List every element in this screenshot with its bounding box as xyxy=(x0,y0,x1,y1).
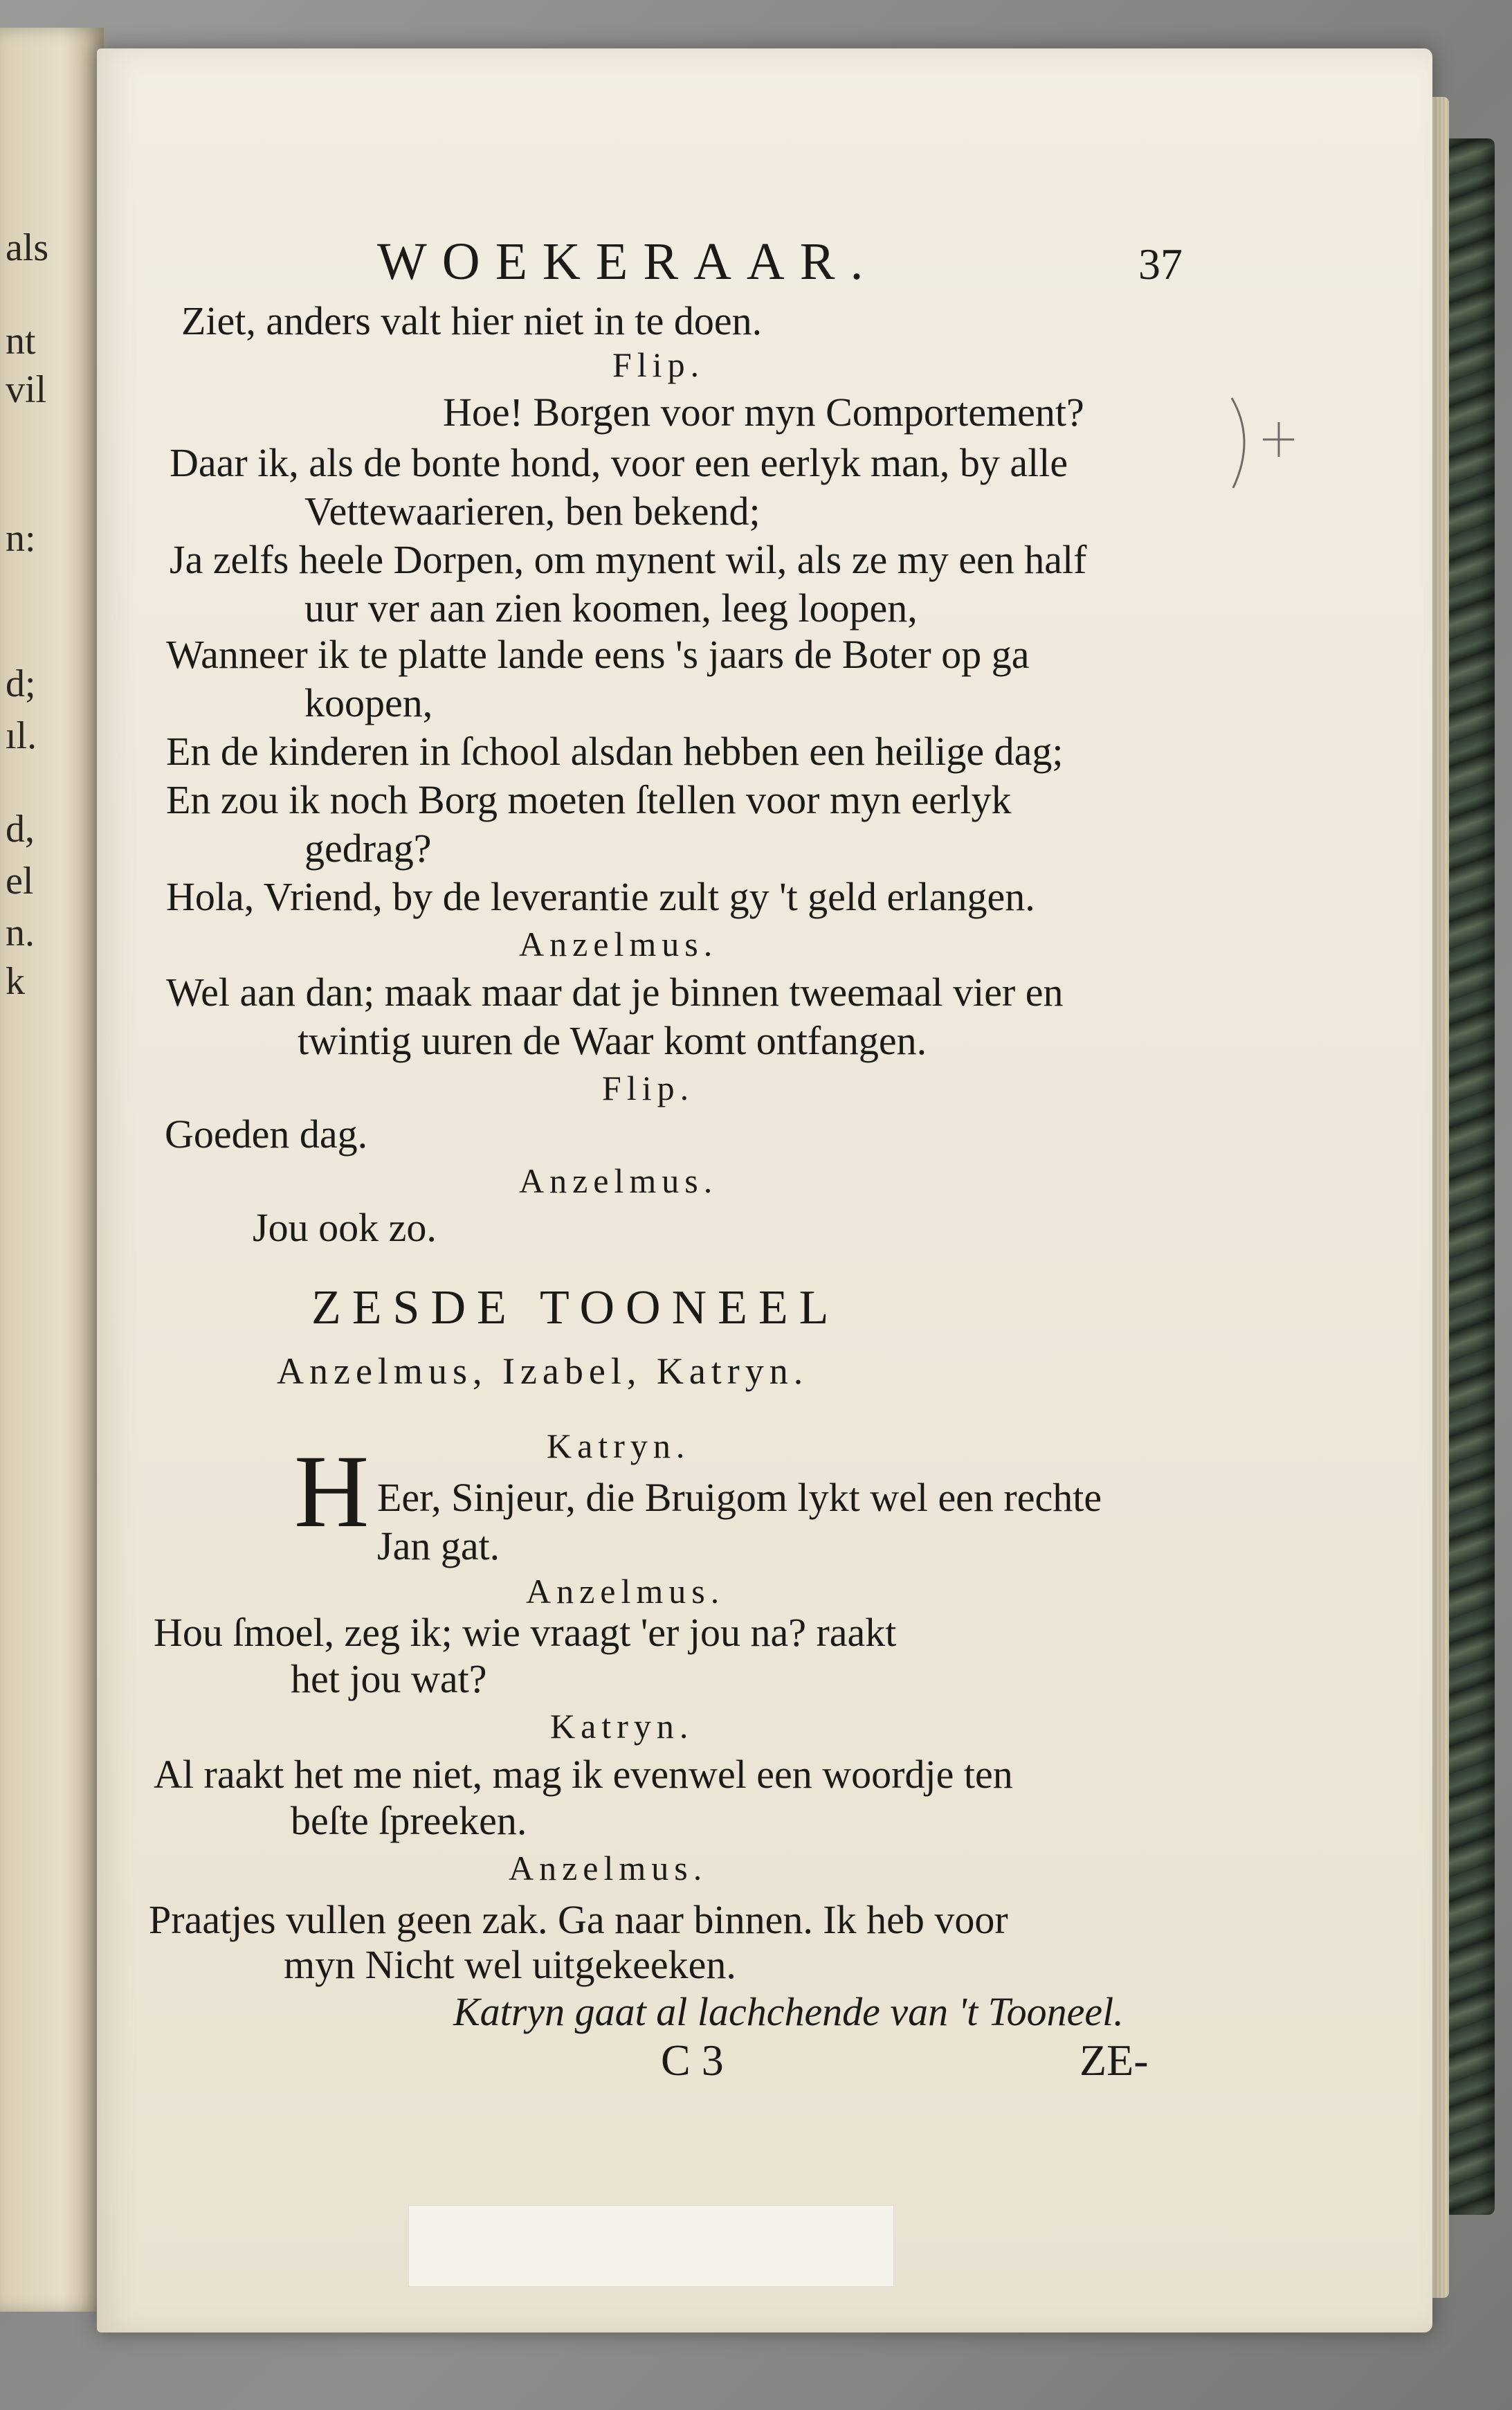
text-line: Hoe! Borgen voor myn Comportement? xyxy=(443,390,1084,435)
left-fragment: el xyxy=(6,860,34,903)
text-line: gedrag? xyxy=(304,826,432,871)
text-line: Daar ik, als de bonte hond, voor een eerlyk man, by alle xyxy=(170,440,1068,485)
drop-cap: H xyxy=(294,1434,370,1549)
scene-title: ZESDE TOONEEL xyxy=(311,1281,840,1334)
stage-direction: Katryn gaat al lachchende van 't Tooneel. xyxy=(453,1989,1124,2034)
text-line: Hola, Vriend, by de leverantie zult gy 't geld erlangen. xyxy=(166,874,1035,919)
speaker-name: Anzelmus. xyxy=(526,1572,725,1611)
text-line: koopen, xyxy=(304,680,433,725)
page-number: 37 xyxy=(1138,239,1183,289)
text-line: twintig uuren de Waar komt ontfangen. xyxy=(298,1018,927,1063)
text-line: beſte ſpreeken. xyxy=(291,1798,527,1843)
pencil-annotation xyxy=(1225,391,1301,495)
text-line: En de kinderen in ſchool alsdan hebben een heilige dag; xyxy=(166,729,1064,774)
left-fragment: vil xyxy=(6,368,47,411)
text-line: myn Nicht wel uitgekeeken. xyxy=(284,1942,736,1987)
text-line: Jou ook zo. xyxy=(253,1205,437,1250)
left-fragment: n: xyxy=(6,517,36,560)
catchword: ZE- xyxy=(1080,2036,1149,2085)
speaker-name: Anzelmus. xyxy=(519,925,718,963)
text-line: uur ver aan zien koomen, leeg loopen, xyxy=(304,586,918,631)
left-fragment: d; xyxy=(6,662,36,705)
text-line: Vettewaarieren, ben bekend; xyxy=(304,489,760,534)
speaker-name: Katryn. xyxy=(550,1707,694,1746)
left-fragment: nt xyxy=(6,320,36,363)
text-line: Eer, Sinjeur, die Bruigom lykt wel een rechte xyxy=(377,1475,1102,1520)
text-line: Ja zelfs heele Dorpen, om mynent wil, als ze my een half xyxy=(170,537,1087,582)
speaker-name: Flip. xyxy=(602,1069,695,1107)
text-line: Goeden dag. xyxy=(165,1112,368,1157)
left-fragment: k xyxy=(6,960,25,1003)
speaker-name: Anzelmus. xyxy=(509,1849,708,1887)
left-page xyxy=(0,28,104,2312)
left-fragment: als xyxy=(6,226,49,269)
text-line: het jou wat? xyxy=(291,1656,487,1701)
left-fragment: d, xyxy=(6,808,35,851)
text-line: Wanneer ik te platte lande eens 's jaars de Boter op ga xyxy=(166,632,1030,677)
speaker-name: Flip. xyxy=(612,345,705,384)
cast-list: Anzelmus, Izabel, Katryn. xyxy=(277,1350,809,1392)
signature-mark: C 3 xyxy=(661,2036,724,2085)
text-line: Al raakt het me niet, mag ik evenwel een woordje ten xyxy=(154,1752,1013,1797)
text-line: Ziet, anders valt hier niet in te doen. xyxy=(181,298,763,343)
text-line: Praatjes vullen geen zak. Ga naar binnen. Ik heb voor xyxy=(149,1897,1008,1942)
text-line: Hou ſmoel, zeg ik; wie vraagt 'er jou na? raakt xyxy=(154,1610,897,1655)
text-line: Wel aan dan; maak maar dat je binnen tweemaal vier en xyxy=(166,970,1064,1015)
text-line: En zou ik noch Borg moeten ſtellen voor myn eerlyk xyxy=(166,777,1012,822)
text-line: Jan gat. xyxy=(377,1523,500,1568)
left-fragment: n. xyxy=(6,912,35,954)
library-label xyxy=(408,2205,894,2287)
running-head: WOEKERAAR. xyxy=(377,233,879,291)
speaker-name: Katryn. xyxy=(547,1426,691,1465)
left-fragment: ıl. xyxy=(6,714,37,757)
speaker-name: Anzelmus. xyxy=(519,1161,718,1200)
